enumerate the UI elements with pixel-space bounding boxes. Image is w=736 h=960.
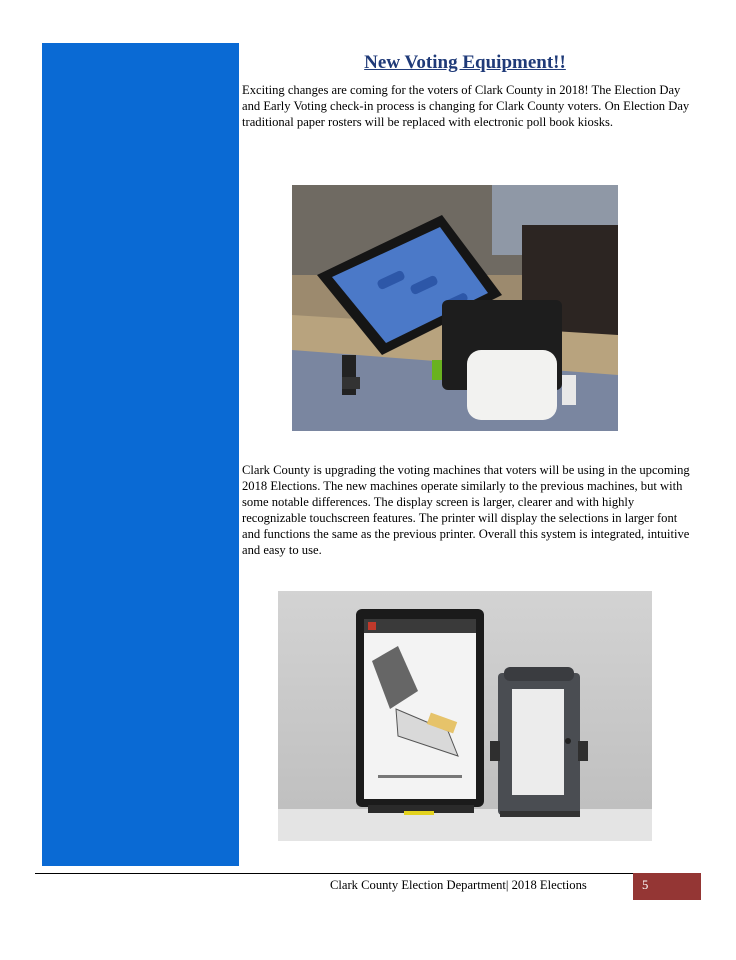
footer-rule xyxy=(35,873,635,874)
blue-sidebar xyxy=(42,43,239,866)
intro-paragraph: Exciting changes are coming for the voters of Clark County in 2018! The Election Day and Early Voting check-in process is changing for Clark County voters. On Election Day traditional paper rosters will be replaced with electronic poll book kiosks. xyxy=(242,83,690,129)
poll-book-kiosk-illustration xyxy=(292,185,618,431)
footer-text: Clark County Election Department| 2018 Elections xyxy=(330,878,587,892)
voting-machine-photo xyxy=(278,591,652,841)
voting-machine-illustration xyxy=(278,591,652,841)
page-number: 5 xyxy=(642,878,649,892)
poll-book-kiosk-photo xyxy=(292,185,618,431)
voting-machines-paragraph: Clark County is upgrading the voting machines that voters will be using in the upcoming 2018 Elections. The new machines operate similarly to the previous machines, but with some notable differences. The display screen is larger, clearer and with highly recognizable touchscreen features. The printer will display the selections in larger font and functions the same as the previous printer. Overall this system is integrated, intuitive and easy to use. xyxy=(242,463,690,557)
page-title: New Voting Equipment!! xyxy=(364,52,566,73)
page-number-badge xyxy=(633,873,701,900)
